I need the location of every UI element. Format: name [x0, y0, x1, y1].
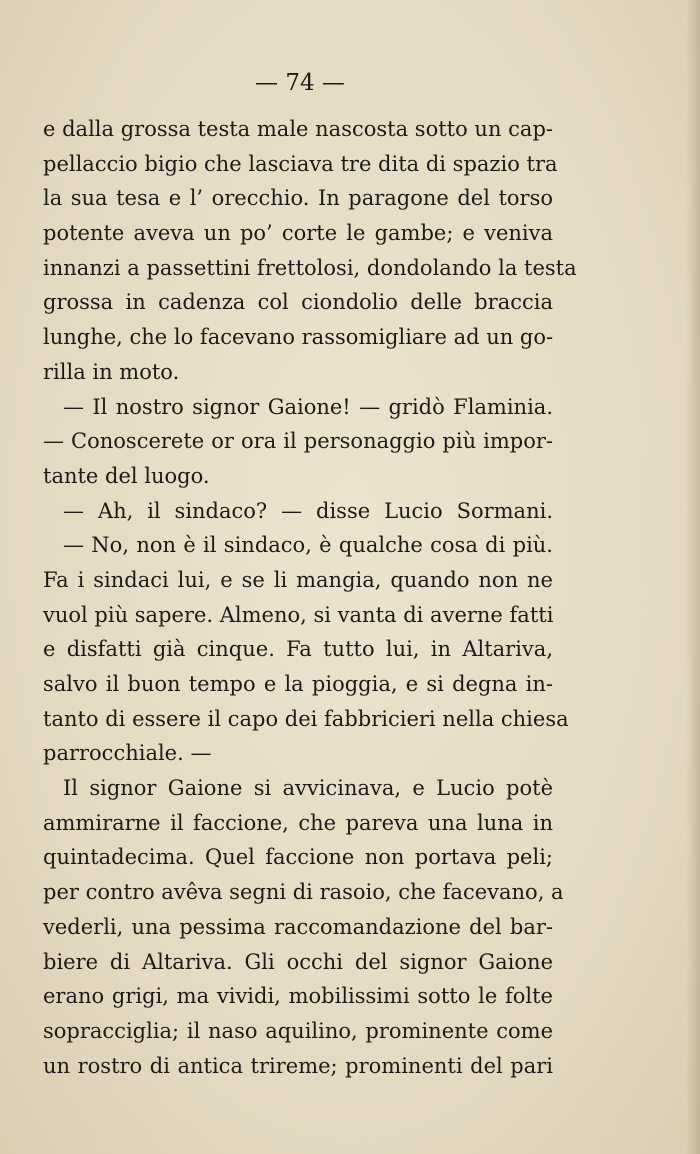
text-line: parrocchiale. — — [43, 741, 212, 766]
text-line: e dalla grossa testa male nascosta sotto un cap- — [43, 117, 553, 141]
body-text — [43, 112, 577, 1083]
text-line: — Conoscerete or ora il personaggio più impor- — [43, 429, 553, 454]
text-line: vederli, una pessima raccomandazione del bar- — [43, 914, 553, 939]
text-line: biere di Altariva. Gli occhi del signor Gaione — [43, 949, 553, 974]
text-line: la sua tesa e l’ orecchio. In paragone del torso — [43, 186, 553, 211]
text-line: ammirarne il faccione, che pareva una luna in — [43, 810, 553, 835]
text-line: e disfatti già cinque. Fa tutto lui, in Altariva, — [43, 637, 553, 662]
text-line: tante del luogo. — [43, 463, 210, 488]
text-line: tanto di essere il capo dei fabbricieri nella chiesa — [43, 706, 569, 731]
text-line: rilla in moto. — [43, 359, 180, 384]
text-line: sopracciglia; il naso aquilino, prominente come — [43, 1018, 553, 1043]
text-line: — Ah, il sindaco? — disse Lucio Sormani. — [63, 498, 553, 523]
text-line: Fa i sindaci lui, e se li mangia, quando non ne — [43, 567, 553, 592]
text-line: un rostro di antica trireme; prominenti del pari — [43, 1053, 553, 1078]
text-line: Il signor Gaione si avvicinava, e Lucio potè — [63, 776, 553, 801]
text-line: innanzi a passettini frettolosi, dondolando la testa — [43, 255, 577, 280]
page-number: — 74 — — [255, 70, 345, 96]
text-line: per contro avêva segni di rasoio, che facevano, a — [43, 880, 564, 905]
text-line: salvo il buon tempo e la pioggia, e si degna in- — [43, 672, 553, 696]
text-line: — No, non è il sindaco, è qualche cosa di più. — [63, 533, 553, 558]
text-line: erano grigi, ma vividi, mobilissimi sotto le folte — [43, 984, 553, 1009]
text-line: potente aveva un po’ corte le gambe; e veniva — [43, 221, 553, 246]
text-line: quintadecima. Quel faccione non portava peli; — [43, 845, 553, 870]
text-line: — Il nostro signor Gaione! — gridò Flaminia. — [63, 394, 553, 419]
text-line: pellaccio bigio che lasciava tre dita di spazio tra — [43, 151, 558, 176]
text-line: lunghe, che lo facevano rassomigliare ad un go- — [43, 325, 554, 350]
page-edge-shadow — [686, 0, 700, 1154]
text-line: grossa in cadenza col ciondolio delle braccia — [43, 290, 553, 315]
text-line: vuol più sapere. Almeno, si vanta di averne fatti — [43, 602, 554, 627]
